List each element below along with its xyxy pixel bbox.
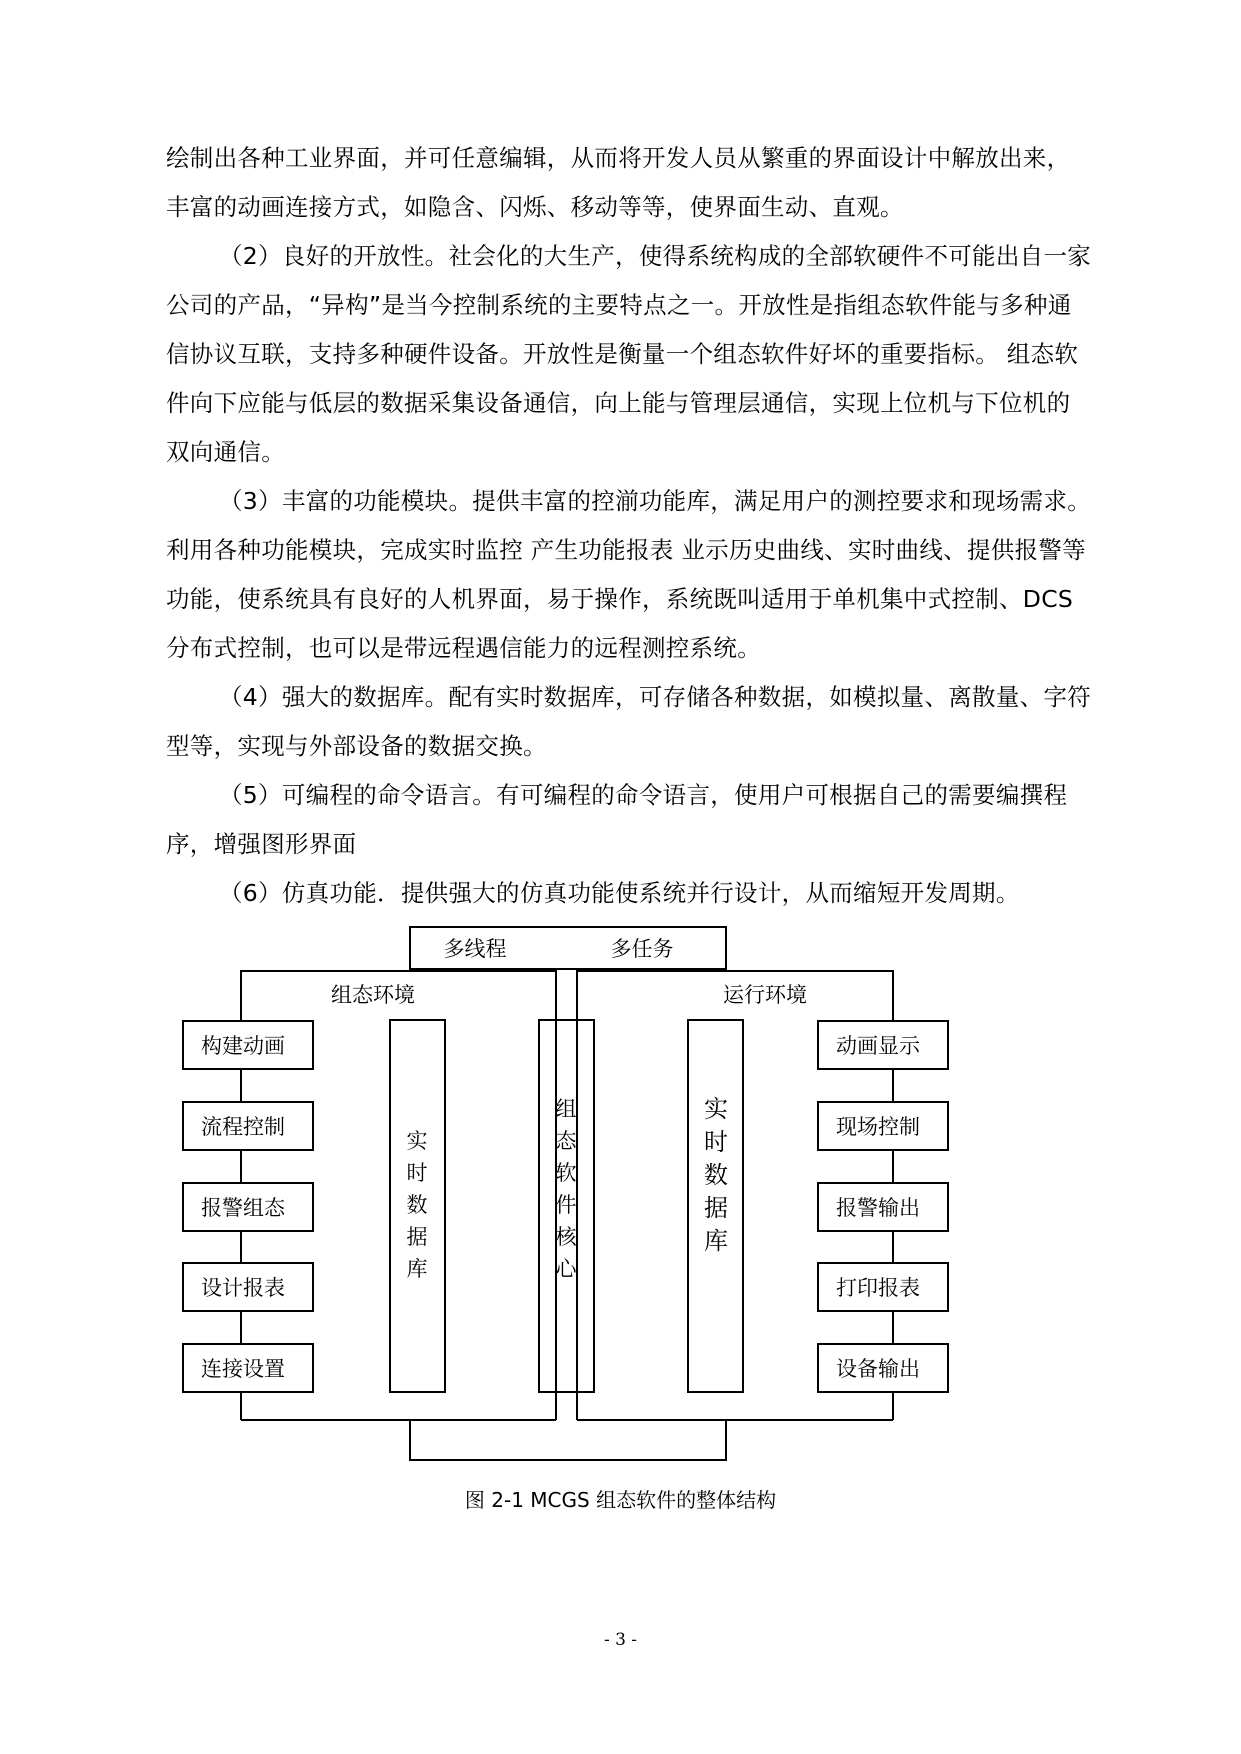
core-char: 件 (555, 1193, 577, 1217)
left-env-label: 组态环境 (331, 983, 415, 1007)
paragraph: （5）可编程的命令语言。有可编程的命令语言，使用户可根据自己的需要编撰程序，增强图形界面 (166, 781, 1068, 858)
left-db-char: 据 (406, 1225, 428, 1249)
left-db-char: 数 (406, 1193, 428, 1217)
right-db-char: 时 (704, 1128, 728, 1156)
left-item: 构建动画 (201, 1034, 285, 1058)
left-db-char: 实 (406, 1129, 428, 1153)
left-db-char: 时 (406, 1161, 428, 1185)
right-db-char: 实 (704, 1095, 728, 1123)
core-char: 心 (555, 1257, 577, 1281)
paragraph: （2）良好的开放性。社会化的大生产，使得系统构成的全部软硬件不可能出自一家公司的产品，“异构”是当今控制系统的主要特点之一。开放性是指组态软件能与多种通信协议互联，支持多种硬件设备。开放性是衡量一个组态软件好坏的重要指标。 组态软件向下应能与低层的数据采集设备通信，向上能与管理层通信，实现上位机与下位机的双向通信。 (166, 242, 1092, 466)
right-db-char: 数 (704, 1161, 728, 1189)
left-item: 报警组态 (201, 1196, 285, 1220)
paragraph: （6）仿真功能．提供强大的仿真功能使系统并行设计，从而缩短开发周期。 (219, 879, 1020, 907)
right-item: 报警输出 (836, 1196, 920, 1220)
core-char: 核 (555, 1225, 577, 1249)
right-item: 现场控制 (836, 1115, 920, 1139)
left-db-char: 库 (406, 1257, 428, 1281)
right-item: 设备输出 (836, 1357, 920, 1381)
bottom-box (410, 1420, 726, 1460)
right-db-char: 库 (704, 1227, 728, 1255)
figure-caption: 图 2-1 MCGS 组态软件的整体结构 (464, 1488, 777, 1512)
left-item: 流程控制 (201, 1115, 285, 1139)
right-db-char: 据 (704, 1194, 728, 1222)
right-item: 打印报表 (836, 1276, 920, 1300)
right-item: 动画显示 (836, 1034, 920, 1058)
core-char: 软 (555, 1161, 577, 1185)
left-item: 连接设置 (201, 1357, 285, 1381)
core-char: 态 (555, 1129, 577, 1153)
top-left-label: 多线程 (443, 937, 507, 961)
paragraph: 绘制出各种工业界面，并可任意编辑，从而将开发人员从繁重的界面设计中解放出来，丰富的动画连接方式，如隐含、闪烁、移动等等，使界面生动、直观。 (166, 144, 1071, 221)
top-right-label: 多任务 (610, 937, 674, 961)
right-env-label: 运行环境 (723, 983, 807, 1007)
left-item: 设计报表 (201, 1276, 285, 1300)
paragraph: （4）强大的数据库。配有实时数据库，可存储各种数据，如模拟量、离散量、字符型等，实现与外部设备的数据交换。 (166, 683, 1092, 760)
page-number: - 3 - (603, 1630, 638, 1650)
core-char: 组 (555, 1097, 577, 1121)
paragraph: （3）丰富的功能模块。提供丰富的控湔功能库，满足用户的测控要求和现场需求。利用各种功能模块，完成实时监控 产生功能报表 业示历史曲线、实时曲线、提供报警等功能，使系统具有良好的人机界面，易于操作，系统既叫适用于单机集中式控制、DCS 分布式控制，也可以是带远程遇信能力的远程测控系统。 (166, 487, 1092, 662)
